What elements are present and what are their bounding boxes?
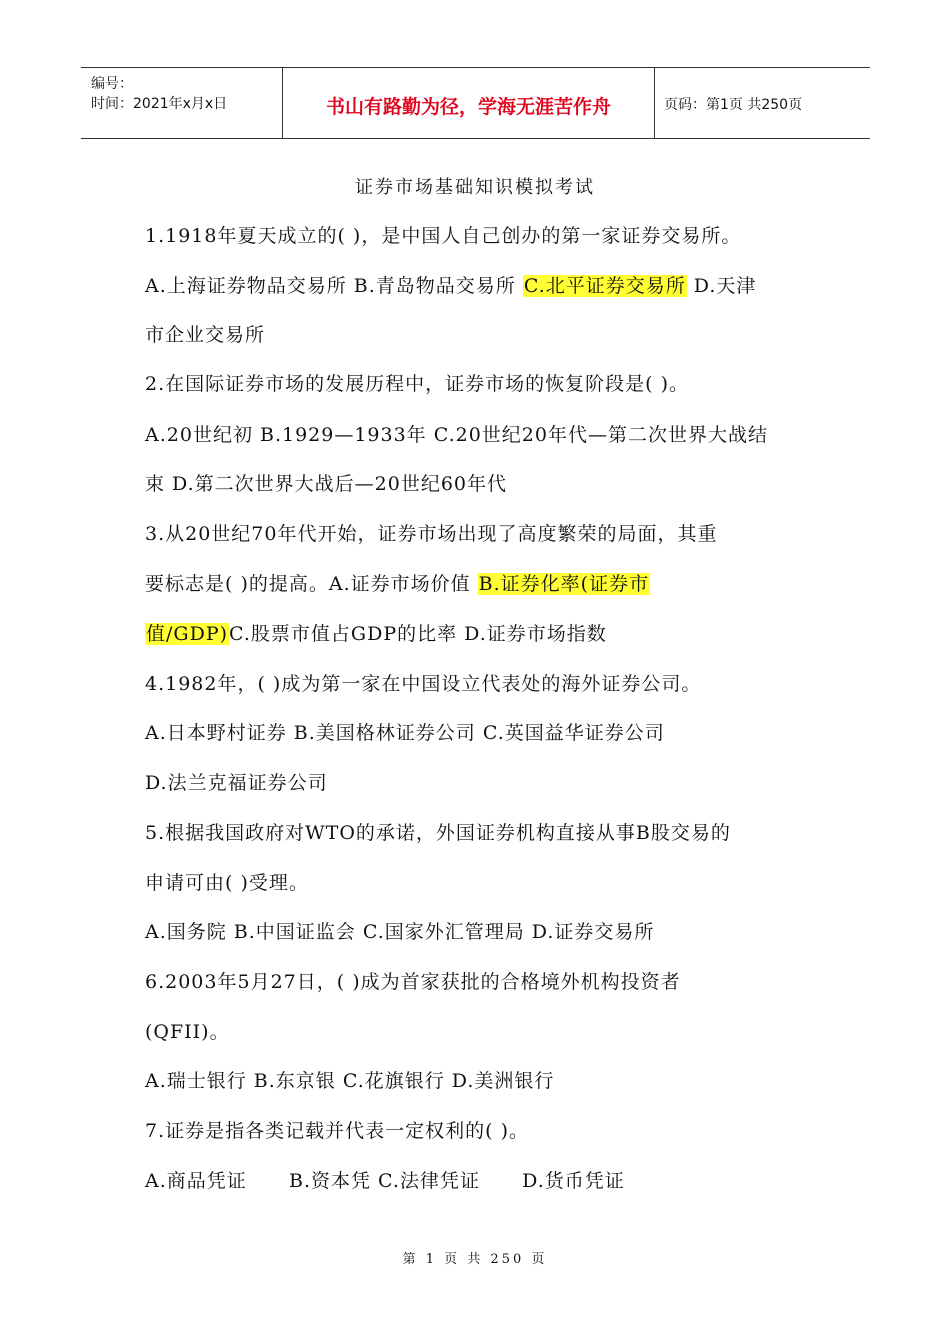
number-label: 编号：	[91, 76, 133, 92]
time-label: 时间：2021年x月x日	[91, 96, 228, 112]
question-2-options: A.20世纪初 B.1929—1933年 C.20世纪20年代—第二次世界大战结	[145, 424, 768, 446]
question-4-options: A.日本野村证券 B.美国格林证券公司 C.英国益华证券公司	[145, 722, 665, 744]
question-5-options: A.国务院 B.中国证监会 C.国家外汇管理局 D.证券交易所	[145, 921, 655, 943]
highlighted-answer: C.北平证券交易所	[523, 275, 686, 297]
question-6: 6.2003年5月27日，( )成为首家获批的合格境外机构投资者	[145, 971, 681, 993]
question-7-options: A.商品凭证 B.资本凭 C.法律凭证 D.货币凭证	[145, 1170, 625, 1192]
motto-text: 书山有路勤为径，学海无涯苦作舟	[325, 96, 611, 118]
highlighted-answer: 值/GDP)	[146, 623, 229, 645]
question-2-options-cont: 束 D.第二次世界大战后—20世纪60年代	[145, 473, 507, 495]
header-table	[81, 67, 870, 139]
page-label: 页码：第1页 共250页	[664, 97, 803, 113]
option-text: C.股票市值占GDP的比率 D.证券市场指数	[229, 623, 607, 645]
question-3-cont	[145, 570, 810, 598]
page-footer: 第 1 页 共 250 页	[402, 1252, 548, 1267]
question-5: 5.根据我国政府对WTO的承诺，外国证券机构直接从事B股交易的	[145, 822, 731, 844]
question-4: 4.1982年，( )成为第一家在中国设立代表处的海外证券公司。	[145, 673, 702, 695]
header-info-cell	[81, 68, 281, 138]
question-6-options: A.瑞士银行 B.东京银 C.花旗银行 D.美洲银行	[145, 1070, 555, 1092]
question-2: 2.在国际证券市场的发展历程中，证券市场的恢复阶段是( )。	[145, 373, 689, 395]
question-1: 1.1918年夏天成立的( )，是中国人自己创办的第一家证券交易所。	[145, 225, 742, 247]
question-7: 7.证券是指各类记载并代表一定权利的( )。	[145, 1120, 529, 1142]
option-text: A.上海证券物品交易所 B.青岛物品交易所	[145, 275, 523, 297]
option-text: D.天津	[686, 275, 757, 297]
question-1-options	[145, 272, 810, 300]
header-motto-cell	[282, 68, 655, 138]
question-4-options-cont: D.法兰克福证券公司	[145, 772, 328, 794]
question-3-options	[145, 620, 810, 648]
question-3: 3.从20世纪70年代开始，证券市场出现了高度繁荣的局面，其重	[145, 523, 718, 545]
question-text: 要标志是( )的提高。A.证券市场价值	[145, 573, 478, 595]
highlighted-answer: B.证券化率(证券市	[478, 573, 650, 595]
question-1-options-cont: 市企业交易所	[145, 324, 266, 346]
document-title: 证券市场基础知识模拟考试	[355, 177, 595, 198]
question-6-cont: (QFII)。	[145, 1021, 230, 1043]
header-page-cell	[654, 68, 870, 138]
question-5-cont: 申请可由( )受理。	[145, 872, 309, 894]
